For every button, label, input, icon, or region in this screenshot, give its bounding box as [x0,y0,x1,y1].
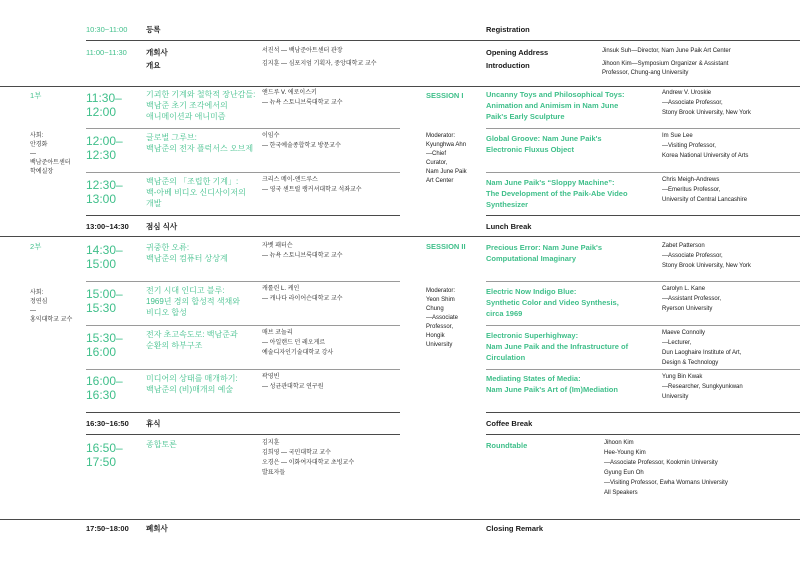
opening-time: 11:00~11:30 [86,48,127,57]
talk-time: 12:30– [86,178,123,192]
roundtable-title: Roundtable [486,441,528,450]
divider [86,369,400,370]
roundtable-speaker: 김희영 — 국민대학교 교수 [262,450,331,456]
talk-title: Nam June Paik and the Infrastructure of [486,342,629,351]
talk-title: Nam June Paik's “Sloppy Machine”: [486,178,615,187]
introduction-speaker: Jihoon Kim—Symposium Organizer & Assistant [602,61,729,67]
talk-speaker: — 뉴욕 스토니브룩대학교 교수 [262,100,343,106]
introduction-title: Introduction [486,61,530,70]
talk-title: 백-아베 비디오 신디사이저의 [146,188,246,197]
talk-speaker: Dun Laoghaire Institute of Art, [662,350,742,356]
talk-title: 귀중한 오류: [146,243,190,252]
talk-speaker: Carolyn L. Kane [662,286,706,292]
closing-time: 17:50~18:00 [86,524,129,533]
talk-speaker: — 아일랜드 던 레오게르 [262,340,326,346]
session1-label: SESSION I [426,91,464,100]
divider [0,86,400,87]
talk-title: Synthetic Color and Video Synthesis, [486,298,619,307]
talk-speaker: 예술디자인기술대학교 강사 [262,350,334,356]
talk-title: 백남준의 컴퓨터 상상계 [146,254,228,263]
talk-speaker: 자벳 패터슨 [262,243,293,249]
divider [86,325,400,326]
divider [86,434,400,435]
talk-speaker: — 뉴욕 스토니브룩대학교 교수 [262,253,343,259]
divider [86,215,400,216]
session2-label: 2부 [30,242,42,251]
talk-title: 백남준 초기 조각에서의 [146,101,228,110]
roundtable-speaker: 오경은 — 이화여자대학교 초빙교수 [262,460,355,466]
session1-moderator: 사회: 안경화 — 백남준아트센터 학예실장 [30,133,71,175]
talk-speaker: University of Central Lancashire [662,197,748,203]
talk-speaker: 캐롤린 L. 케인 [262,286,300,292]
talk-title: Circulation [486,353,526,362]
divider [400,236,800,237]
talk-title: Animation and Animism in Nam June [486,101,619,110]
roundtable-time: 17:50 [86,455,117,469]
talk-speaker: 크리스 메이-앤드루스 [262,177,318,183]
talk-time: 14:30– [86,243,123,257]
talk-time: 12:00 [86,105,117,119]
coffee-time: 16:30~16:50 [86,419,129,428]
talk-title: Electric Now Indigo Blue: [486,287,577,296]
talk-title: 미디어의 상태를 매개하기: [146,374,238,383]
talk-time: 12:30 [86,148,117,162]
talk-speaker: Im Sue Lee [662,133,693,139]
talk-speaker: Chris Meigh-Andrews [662,177,720,183]
divider [86,172,400,173]
talk-title: Electronic Superhighway: [486,331,579,340]
talk-title: Electronic Fluxus Object [486,145,574,154]
talk-title: Global Groove: Nam June Paik's [486,134,602,143]
talk-speaker: Maeve Connolly [662,330,706,336]
talk-time: 16:30 [86,388,117,402]
talk-title: Paik's Early Sculpture [486,112,565,121]
divider [0,236,400,237]
talk-speaker: 매브 코놀리 [262,330,293,336]
roundtable-speaker: —Associate Professor, Kookmin University [604,460,718,466]
coffee-title: 휴식 [146,419,161,428]
lunch-time: 13:00~14:30 [86,222,129,231]
talk-title: 글로벌 그루브: [146,133,197,142]
talk-speaker: Ryerson University [662,306,713,312]
closing-title: Closing Remark [486,524,544,533]
divider [400,40,800,41]
talk-time: 16:00 [86,345,117,359]
lunch-title: 점심 식사 [146,222,178,231]
divider [486,434,800,435]
talk-title: The Development of the Paik-Abe Video [486,189,628,198]
talk-speaker: —Visiting Professor, [662,143,716,149]
talk-speaker: Korea National University of Arts [662,153,749,159]
divider [86,40,400,41]
talk-speaker: Stony Brook University, New York [662,263,751,269]
talk-title: Uncanny Toys and Philosophical Toys: [486,90,625,99]
roundtable-speaker: Gyung Eun Oh [604,470,644,476]
session1-moderator: Moderator: Kyunghwa Ahn —Chief Curator, Nam June Paik Art Center [426,133,467,184]
roundtable-title: 종합토론 [146,440,177,449]
talk-time: 16:00– [86,374,123,388]
lunch-title: Lunch Break [486,222,532,231]
session1-label: 1부 [30,91,42,100]
divider [486,215,800,216]
talk-title: 전자 초고속도로: 백남준과 [146,330,238,339]
divider [0,519,400,520]
talk-speaker: 앤드루 V. 에로이스키 [262,90,317,96]
talk-time: 12:00– [86,134,123,148]
roundtable-time: 16:50– [86,441,123,455]
introduction-speaker: 김지훈 — 심포지엄 기획자, 중앙대학교 교수 [262,61,377,67]
opening-speaker: Jinsuk Suh—Director, Nam June Paik Art Center [602,48,731,54]
talk-speaker: —Researcher, Sungkyunkwan [662,384,743,390]
talk-speaker: — 성균관대학교 연구원 [262,384,324,390]
opening-title: 개회사 [146,48,168,57]
talk-title: circa 1969 [486,309,523,318]
divider [486,172,800,173]
talk-title: Mediating States of Media: [486,374,581,383]
talk-speaker: Design & Technology [662,360,719,366]
talk-speaker: Zabet Patterson [662,243,705,249]
roundtable-speaker: 발표자들 [262,470,286,476]
opening-title: Opening Address [486,48,549,57]
talk-time: 15:30– [86,331,123,345]
talk-time: 15:00 [86,257,117,271]
talk-speaker: — 캐나다 라이어슨대학교 교수 [262,296,343,302]
registration-title: 등록 [146,25,161,34]
talk-time: 15:00– [86,287,123,301]
talk-speaker: University [662,394,689,400]
talk-title: 기괴한 기계와 철학적 장난감들: [146,90,256,99]
talk-title: Nam June Paik's Art of (Im)Mediation [486,385,618,394]
divider [486,325,800,326]
talk-speaker: —Associate Professor, [662,100,723,106]
closing-title: 폐회사 [146,524,168,533]
introduction-speaker: Professor, Chung-ang University [602,70,689,76]
talk-speaker: Yung Bin Kwak [662,374,703,380]
talk-time: 15:30 [86,301,117,315]
talk-speaker: —Associate Professor, [662,253,723,259]
roundtable-speaker: All Speakers [604,490,638,496]
divider [86,128,400,129]
introduction-title: 개요 [146,61,161,70]
talk-speaker: 곽영빈 [262,374,280,380]
coffee-title: Coffee Break [486,419,533,428]
talk-title: 백남준의 「조립한 기계」: [146,177,239,186]
talk-speaker: — 한국예술종합학교 방문교수 [262,143,341,149]
talk-speaker: —Lecturer, [662,340,692,346]
english-program-page [400,0,800,568]
talk-title: Computational Imaginary [486,254,577,263]
session2-moderator: 사회: 정연심 — 홍익대학교 교수 [30,290,73,323]
talk-speaker: — 영국 센트럴 랭커셔대학교 석좌교수 [262,187,362,193]
opening-speaker: 서진석 — 백남준아트센터 관장 [262,48,343,54]
divider [486,412,800,413]
divider [86,281,400,282]
talk-time: 11:30– [86,91,122,105]
session2-moderator: Moderator: Yeon Shim Chung —Associate Professor, Hongik University [426,288,459,348]
divider [486,128,800,129]
roundtable-speaker: Jihoon Kim [604,440,634,446]
talk-time: 13:00 [86,192,117,206]
talk-speaker: Stony Brook University, New York [662,110,751,116]
talk-title: 백남준의 전자 플럭서스 오브제 [146,144,254,153]
talk-title: 개발 [146,199,162,208]
divider [486,281,800,282]
roundtable-speaker: —Visiting Professor, Ewha Womans University [604,480,728,486]
talk-title: Synthesizer [486,200,529,209]
divider [400,519,800,520]
talk-title: 애니메이션과 애니미즘 [146,112,226,121]
divider [400,86,800,87]
session2-label: SESSION II [426,242,466,251]
talk-title: 전기 시대 인디고 블루: [146,286,225,295]
talk-speaker: —Assistant Professor, [662,296,722,302]
talk-speaker: 이임수 [262,133,280,139]
talk-speaker: —Emeritus Professor, [662,187,721,193]
talk-title: 비디오 합성 [146,308,187,317]
talk-title: 백남준의 (비)매개의 예술 [146,385,234,394]
talk-title: Precious Error: Nam June Paik's [486,243,602,252]
divider [86,412,400,413]
talk-title: 1969년 경의 합성적 색채와 [146,297,241,306]
roundtable-speaker: 김지훈 [262,440,280,446]
talk-title: 순환의 하부구조 [146,341,203,350]
talk-speaker: Andrew V. Uroskie [662,90,712,96]
registration-title: Registration [486,25,530,34]
divider [486,369,800,370]
roundtable-speaker: Hee-Young Kim [604,450,646,456]
registration-time: 10:30~11:00 [86,25,128,34]
